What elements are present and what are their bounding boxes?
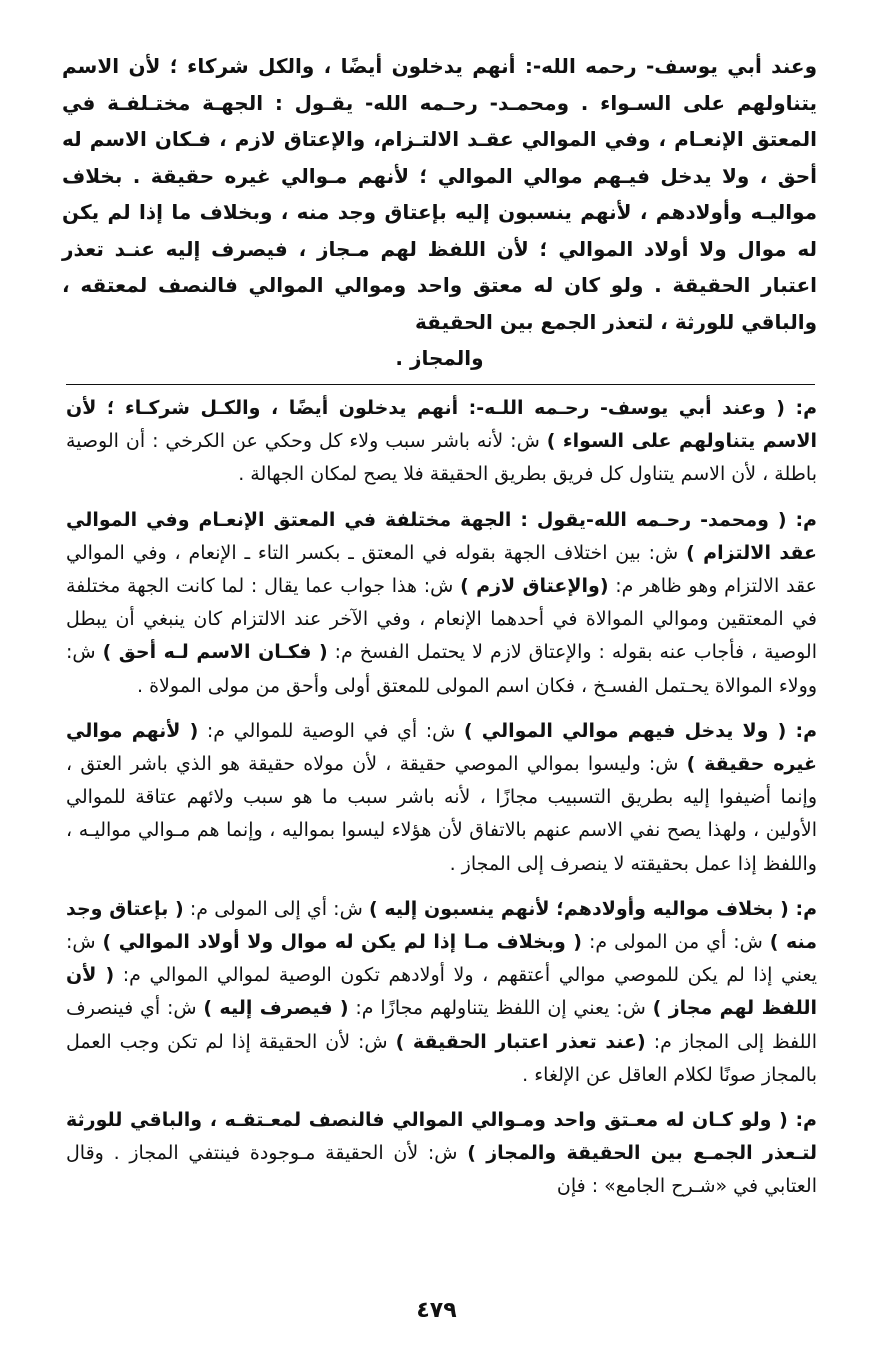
- matn-quote: ( وبخلاف مـا إذا لم يكن له موال ولا أولاد الموالي ): [102, 931, 582, 954]
- main-text-body: وعند أبي يوسف- رحمه الله-: أنهم يدخلون أيضًا ، والكل شركاء ؛ لأن الاسم يتناولهم على السـواء . ومحمـد- رحـمه الله- يقـول : الجهـة مختـلفـة في المعتق الإنعـام ، وفي الموالي عقـد الالتـزام، والإعتاق لازم ، فـكان الاسم له أحق ، ولا يدخل فيـهم موالي الموالي ؛ لأنهم مـوالي غيره حقيقة . بخلاف مواليـه وأولادهم ، لأنهم ينسبون إليه بإعتاق وجد منه ، وبخلاف ما إذا لم يكن له موال ولا أولاد الموالي ؛ لأن اللفظ لهم مـجاز ، فيصرف إليه عنـد تعذر اعتبار الحقيقة . ولو كان له معتق واحد وموالي الموالي فالنصف لمعتقه ، والباقي للورثة ، لتعذر الجمع بين الحقيقة: [62, 54, 817, 334]
- sharh-text: ش: أي في الوصية للموالي م:: [198, 719, 464, 742]
- sharh-text: ش: يعني إن اللفظ يتناولهم مجازًا م:: [348, 997, 653, 1020]
- commentary-paragraph: [66, 1104, 817, 1204]
- commentary-paragraph: [66, 893, 817, 1092]
- sharh-text: ش: يعني إذا لم يكن للموصي موالي أعتقهم ، ولا أولادهم تكون الوصية لموالي الموالي م:: [66, 931, 817, 987]
- matn-quote: ( لأنهم موالي غيره حقيقة ): [66, 719, 817, 776]
- sharh-text: ش: أي من المولى م:: [582, 931, 770, 954]
- page-number: ٤٧٩: [416, 1298, 457, 1323]
- sharh-text: ش: أي فينصرف اللفظ إلى المجاز م:: [66, 997, 817, 1053]
- matn-quote: ( فيصرف إليه ): [203, 997, 349, 1020]
- matn-quote: ( لأن اللفظ لهم مجاز ): [66, 964, 817, 1020]
- matn-quote: م: ( بخلاف مواليه وأولادهم؛ لأنهم ينسبون إليه ): [368, 897, 817, 920]
- commentary-paragraph: [66, 715, 817, 881]
- matn-quote: ( فكـان الاسم لـه أحق ): [102, 641, 328, 664]
- matn-quote: ( بإعتاق وجد منه ): [66, 897, 818, 954]
- matn-quote: م: ( ولو كـان له معـتق واحد ومـوالي الموالي فالنصف لمعـتقـه ، والباقي للورثة لتـعذر الجمـع بين الحقيقة والمجاز ): [66, 1109, 817, 1165]
- matn-quote: م: ( وعند أبي يوسف- رحـمه اللـه-: أنهم يدخلون أيضًا ، والكـل شركـاء ؛ لأن الاسم يتناولهم على السواء ): [66, 397, 817, 453]
- matn-quote: (عند تعذر اعتبار الحقيقة ): [395, 1030, 646, 1053]
- main-text: [62, 48, 817, 377]
- sharh-text: ش: أي إلى المولى م:: [183, 897, 369, 920]
- matn-quote: م: ( ومحمد- رحـمه الله-يقول : الجهة مختلفة في المعتق الإنعـام وفي الموالي عقد الالتزام ): [66, 508, 818, 564]
- sharh-text: ش: بين اختلاف الجهة بقوله في المعتق ـ بكسر التاء ـ الإنعام ، وفي الموالي عقد الالتزام وهو ظاهر م:: [66, 541, 818, 598]
- main-text-last-line: والمجاز .: [395, 346, 484, 370]
- sharh-text: ش: لأن الحقيقة مـوجودة فينتفي المجاز . وقال العتابي في «شـرح الجامع» : فإن: [66, 1142, 817, 1198]
- sharh-text: ش: لأنه باشر سبب ولاء كل وحكي عن الكرخي : أن الوصية باطلة ، لأن الاسم يتناول كل فريق بطريق الحقيقة فلا يصح لمكان الجهالة .: [66, 430, 817, 486]
- commentary-paragraph: [66, 504, 817, 703]
- commentary: [66, 392, 817, 1216]
- matn-quote: (والإعتاق لازم ): [460, 575, 609, 598]
- sharh-text: ش: وليسوا بموالي الموصي حقيقة ، لأن مولاه حقيقة هو الذي باشر العتق ، وإنما أضيفوا إليه بطريق التسبيب مجازًا ، لأنه باشر سبب ما هو سبب ولائهم عتاقة للموالي الأولين ، ولهذا يصح نفي الاسم عنهم بالاتفاق لأن هؤلاء ليسوا بمواليه ، وإنما هم مـوالي مواليـه ، واللفظ إذا عمل بحقيقته لا ينصرف إلى المجاز .: [66, 753, 817, 875]
- sharh-text: ش: لأن الحقيقة إذا لم تكن وجب العمل بالمجاز صونًا لكلام العاقل عن الإلغاء .: [66, 1030, 817, 1086]
- matn-quote: م: ( ولا يدخل فيهم موالي الموالي ): [463, 719, 818, 742]
- sharh-text: ش: هذا جواب عما يقال : لما كانت الجهة مختلفة في المعتقين وموالي الموالاة في أحدهما الإنعام ، وفي الآخر عند الالتزام كان ينبغي أن يبطل الوصية ، فأجاب عنه بقوله : والإعتاق لازم لا يحتمل الفسخ م:: [66, 575, 818, 664]
- commentary-paragraph: [66, 392, 817, 492]
- sharh-text: ش: وولاء الموالاة يحـتمل الفسـخ ، فكان اسم المولى للمعتق أولى وأحق من مولى المولاة .: [66, 641, 817, 697]
- footnote-divider: [66, 384, 815, 385]
